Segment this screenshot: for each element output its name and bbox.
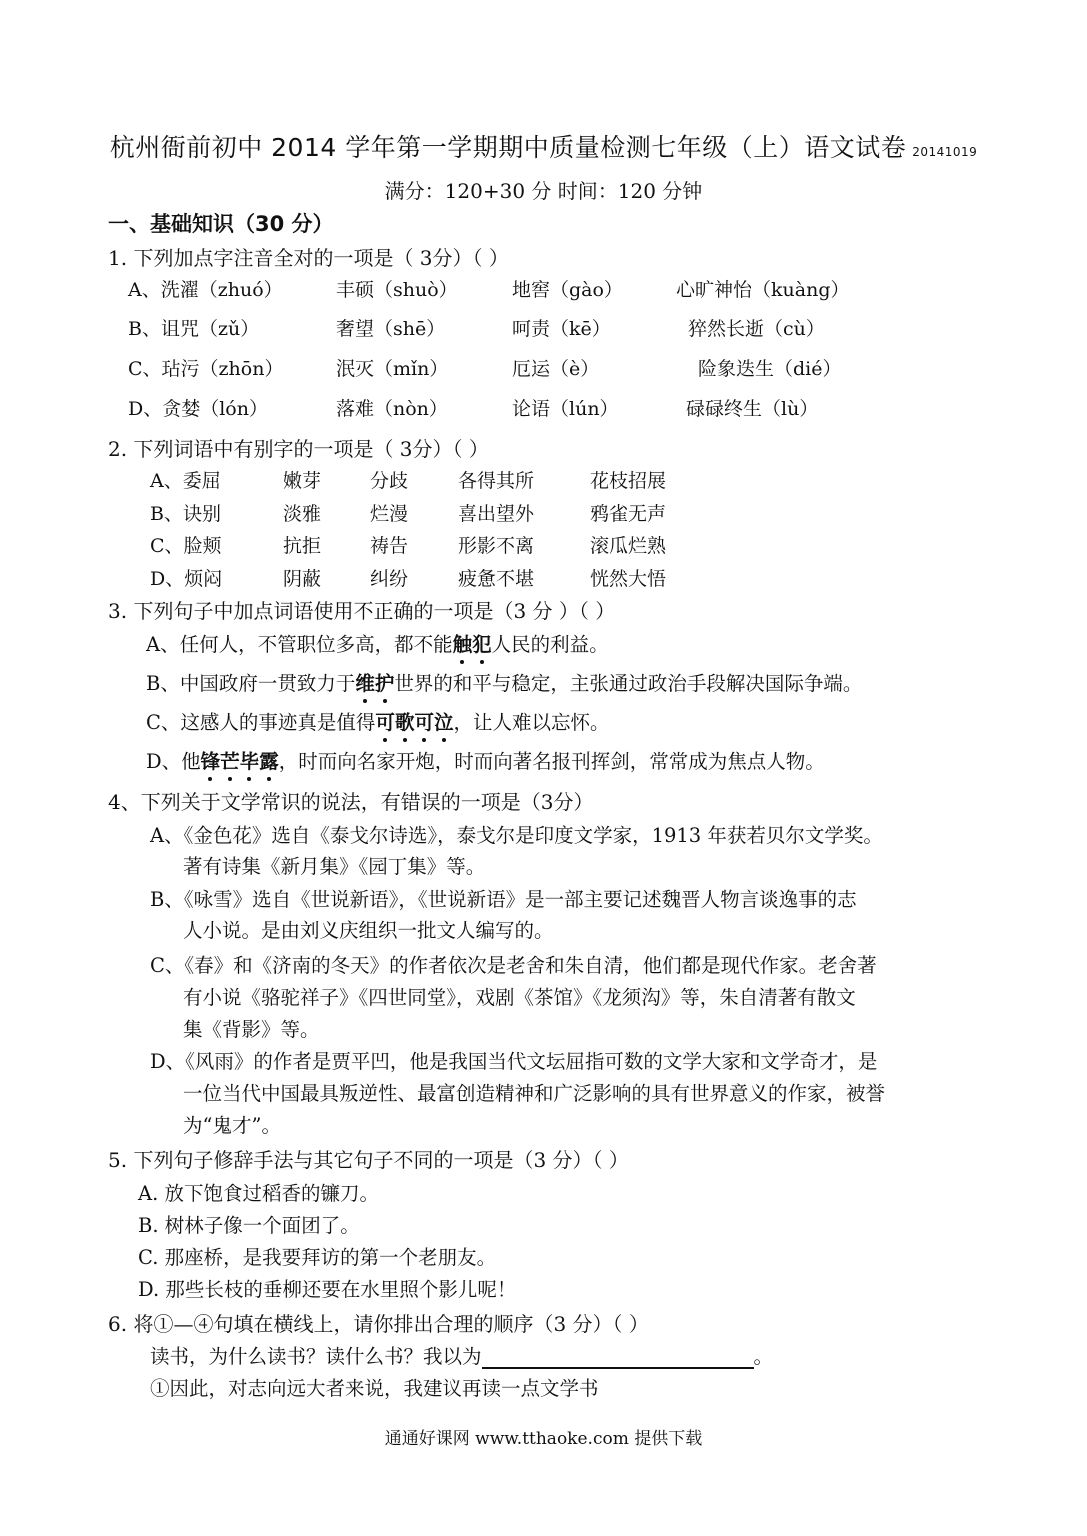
dotted-char: 露 [259, 746, 279, 774]
q2-cell: 喜出望外 [458, 503, 535, 525]
q5-option-c: C. 那座桥，是我要拜访的第一个老朋友。 [138, 1246, 497, 1269]
dotted-term [355, 672, 394, 695]
q4-option-a-line2: 著有诗集《新月集》《园丁集》等。 [183, 855, 486, 878]
q4-option-c-line3: 集《背影》等。 [183, 1018, 320, 1041]
q1-a-3: 地窖（gào） [512, 279, 623, 301]
q3-option-d: D、他锋芒毕露，时而向名家开炮，时而向著名报刊挥剑，常常成为焦点人物。 [146, 746, 825, 774]
dotted-char: 触 [453, 629, 473, 657]
q2-cell: 抗拒 [283, 535, 322, 557]
q2-cell: A、委屈 [150, 470, 221, 492]
q2-cell: 各得其所 [458, 470, 535, 492]
q1-stem: 1. 下列加点字注音全对的一项是（ 3分）（ ） [108, 246, 509, 270]
q2-cell: 嫩芽 [283, 470, 322, 492]
q1-a-4: 心旷神怡（kuàng） [676, 279, 850, 301]
q4-option-a-line1: A、《金色花》选自《泰戈尔诗选》，泰戈尔是印度文学家，1913 年获若贝尔文学奖。 [150, 824, 883, 847]
q2-cell: 分歧 [370, 470, 409, 492]
dotted-char: 护 [375, 668, 395, 696]
q2-cell: 滚瓜烂熟 [590, 535, 667, 557]
q1-a-2: 丰硕（shuò） [336, 279, 458, 301]
q5-option-b: B. 树林子像一个面团了。 [138, 1214, 360, 1237]
section-title: 一、基础知识（30 分） [108, 212, 334, 236]
q6-stem: 6. 将①—④句填在横线上，请你排出合理的顺序（3 分）（ ） [108, 1312, 649, 1336]
dotted-char: 芒 [220, 746, 240, 774]
footer-source: 通通好课网 www.tthaoke.com 提供下载 [384, 1429, 703, 1449]
q1-c-1: C、玷污（zhōn） [128, 358, 284, 380]
dotted-char: 毕 [240, 746, 260, 774]
exam-subtitle: 满分：120+30 分 时间：120 分钟 [384, 179, 703, 203]
q1-c-4: 险象迭生（dié） [698, 358, 842, 380]
q3-option-b: B、中国政府一贯致力于维护世界的和平与稳定，主张通过政治手段解决国际争端。 [146, 668, 862, 696]
q2-cell: 烂漫 [370, 503, 409, 525]
q1-b-2: 奢望（shē） [336, 318, 446, 340]
q2-stem: 2. 下列词语中有别字的一项是（ 3分）（ ） [108, 437, 489, 461]
dotted-char: 歌 [395, 707, 415, 735]
dotted-char: 泣 [434, 707, 454, 735]
q1-d-4: 碌碌终生（lù） [686, 398, 819, 420]
q4-option-d-line1: D、《风雨》的作者是贾平凹，他是我国当代文坛屈指可数的文学大家和文学奇才，是 [150, 1050, 878, 1073]
q5-option-d: D. 那些长枝的垂柳还要在水里照个影儿呢！ [138, 1278, 517, 1301]
q6-line1: 读书，为什么读书？读什么书？我以为 。 [150, 1345, 774, 1368]
dotted-term [375, 711, 453, 734]
dotted-term [201, 750, 279, 773]
answer-blank[interactable] [482, 1347, 754, 1369]
q2-cell: C、脸颊 [150, 535, 222, 557]
q2-cell: 鸦雀无声 [590, 503, 667, 525]
q2-cell: 祷告 [370, 535, 409, 557]
q1-b-3: 呵责（kē） [512, 318, 611, 340]
q2-cell: 疲惫不堪 [458, 568, 535, 590]
q4-option-c-line1: C、《春》和《济南的冬天》的作者依次是老舍和朱自清，他们都是现代作家。老舍著 [150, 954, 877, 977]
dotted-char: 维 [355, 668, 375, 696]
q1-d-3: 论语（lún） [512, 398, 619, 420]
q2-cell: 形影不离 [458, 535, 535, 557]
q1-c-3: 厄运（è） [512, 358, 600, 380]
q3-option-a: A、任何人，不管职位多高，都不能触犯人民的利益。 [146, 629, 609, 657]
q2-cell: B、诀别 [150, 503, 221, 525]
q4-option-d-line3: 为“鬼才”。 [183, 1114, 281, 1137]
q1-a-1: A、洗濯（zhuó） [128, 279, 283, 301]
dotted-char: 可 [375, 707, 395, 735]
q4-option-b-line1: B、《咏雪》选自《世说新语》，《世说新语》是一部主要记述魏晋人物言谈逸事的志 [150, 888, 857, 911]
q1-d-1: D、贪婪（lón） [128, 398, 268, 420]
q3-stem: 3. 下列句子中加点词语使用不正确的一项是（3 分 ）（ ） [108, 599, 616, 623]
q3-option-c: C、这感人的事迹真是值得可歌可泣，让人难以忘怀。 [146, 707, 610, 735]
exam-title: 杭州衙前初中 2014 学年第一学期期中质量检测七年级（上）语文试卷 20141019 [109, 133, 978, 162]
dotted-char: 锋 [201, 746, 221, 774]
q5-option-a: A. 放下饱食过稻香的镰刀。 [138, 1182, 379, 1205]
dotted-char: 可 [414, 707, 434, 735]
q4-stem: 4、下列关于文学常识的说法，有错误的一项是（3分） [108, 790, 594, 814]
q1-b-1: B、诅咒（zǔ） [128, 318, 260, 340]
dotted-term [453, 633, 492, 656]
q1-b-4: 猝然长逝（cù） [688, 318, 825, 340]
q2-cell: 纠纷 [370, 568, 409, 590]
q4-option-b-line2: 人小说。是由刘义庆组织一批文人编写的。 [183, 919, 554, 942]
q2-cell: D、烦闷 [150, 568, 223, 590]
q2-cell: 淡雅 [283, 503, 322, 525]
q6-line2: ①因此，对志向远大者来说，我建议再读一点文学书 [150, 1377, 599, 1400]
q2-cell: 阴蔽 [283, 568, 322, 590]
dotted-char: 犯 [472, 629, 492, 657]
q4-option-d-line2: 一位当代中国最具叛逆性、最富创造精神和广泛影响的具有世界意义的作家，被誉 [183, 1082, 886, 1105]
q2-cell: 花枝招展 [590, 470, 667, 492]
q1-c-2: 泯灭（mǐn） [336, 358, 449, 380]
exam-date: 20141019 [912, 145, 978, 159]
q5-stem: 5. 下列句子修辞手法与其它句子不同的一项是（3 分）（ ） [108, 1148, 629, 1172]
q1-d-2: 落难（nòn） [336, 398, 448, 420]
q2-cell: 恍然大悟 [590, 568, 667, 590]
q4-option-c-line2: 有小说《骆驼祥子》《四世同堂》，戏剧《茶馆》《龙须沟》等，朱自清著有散文 [183, 986, 856, 1009]
